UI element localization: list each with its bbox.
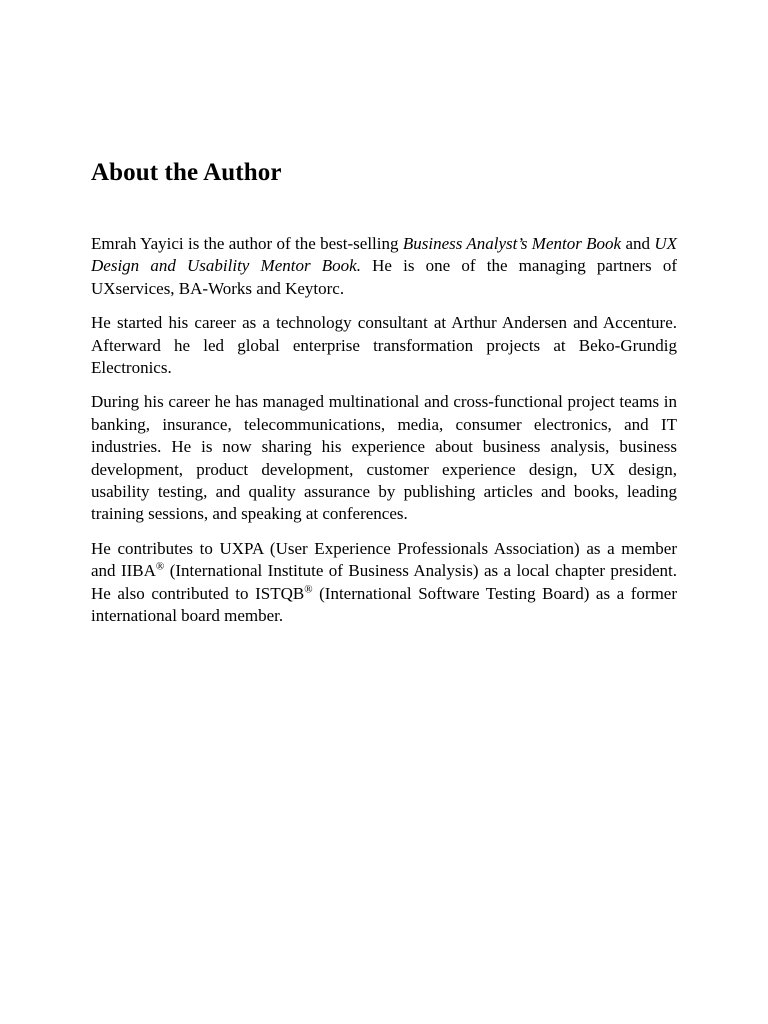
bio-paragraph-2: He started his career as a technology consultant at Arthur Andersen and Accenture. Afterward he led global enterprise transformation projects at Beko-Grundig Electronics. [91,313,677,378]
bio-paragraph-3: During his career he has managed multinational and cross-functional project teams in banking, insurance, telecommunications, media, consumer electronics, and IT industries. He is now sharing his experience about business analysis, business development, product development, customer experience design, UX design, usability testing, and quality assurance by publishing articles and books, leading training sessions, and speaking at conferences. [91,392,677,524]
book-title-business-analyst: Business Analyst’s Mentor Book [402,234,622,253]
paragraph-text: He contributes to UXPA (User Experience Professionals Association) as a member and IIBA [91,538,677,581]
registered-mark: ® [155,560,165,573]
registered-mark: ® [304,583,313,596]
document-page [91,156,677,640]
paragraph-text: and [621,234,655,253]
bio-paragraph-1 [91,233,677,300]
paragraph-text: Emrah Yayici is the author of the best-selling [91,234,403,253]
author-bio [91,233,677,628]
page-title: About the Author [91,159,282,186]
bio-paragraph-4 [91,538,677,628]
paragraph-text: (International Institute of Business Analysis) as a local chapter president. He also contributed to ISTQB [91,561,677,603]
paragraph-text: He is one of the managing partners of UXservices, BA-Works and Keytorc. [91,256,677,298]
book-title-ux-design: UX Design and Usability Mentor Book. [91,234,678,276]
paragraph-text: (International Software Testing Board) as a former international board member. [91,583,678,626]
